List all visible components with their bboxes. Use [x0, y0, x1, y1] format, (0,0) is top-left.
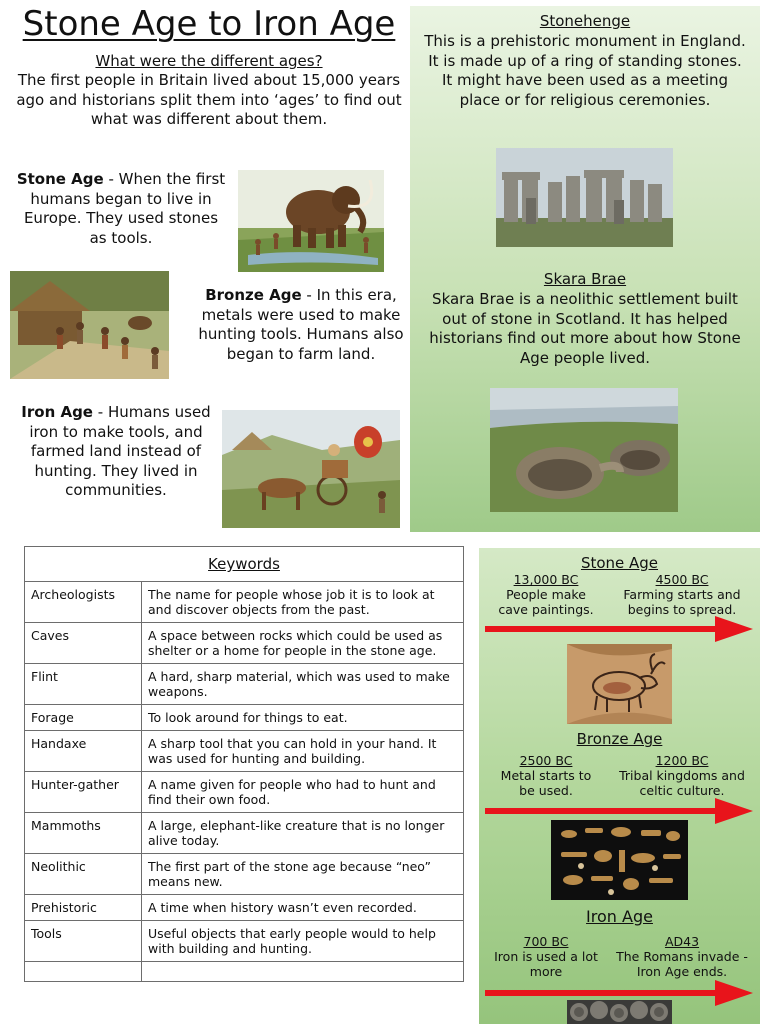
keyword-term [25, 962, 142, 982]
keyword-term: Flint [25, 664, 142, 705]
keyword-definition: A time when history wasn’t even recorded. [142, 895, 464, 921]
keyword-term: Caves [25, 623, 142, 664]
keyword-definition: A sharp tool that you can hold in your hand. It was used for hunting and building. [142, 731, 464, 772]
table-row [25, 582, 464, 623]
keyword-term: Hunter-gather [25, 772, 142, 813]
timeline-event: Farming starts and begins to spread. [623, 587, 741, 617]
keyword-definition: A hard, sharp material, which was used to make weapons. [142, 664, 464, 705]
mammoth-image [238, 170, 384, 272]
table-row [25, 813, 464, 854]
keyword-term: Mammoths [25, 813, 142, 854]
timeline-event: The Romans invade - Iron Age ends. [616, 949, 748, 979]
iron-age-description [16, 403, 216, 501]
iron-age-text: - Humans used iron to make tools, and farmed land instead of hunting. They lived in communities. [29, 403, 211, 499]
keyword-definition: To look around for things to eat. [142, 705, 464, 731]
keyword-definition: A space between rocks which could be used as shelter or a home for people in the stone age. [142, 623, 464, 664]
bronze-artifacts-image [551, 820, 688, 900]
keyword-definition: A large, elephant-like creature that is no longer alive today. [142, 813, 464, 854]
keyword-term: Prehistoric [25, 895, 142, 921]
timeline-bronze-age-heading: Bronze Age [576, 730, 663, 748]
timeline-event: Metal starts to be used. [500, 768, 592, 798]
table-row [25, 921, 464, 962]
skara-brae-image [490, 388, 678, 512]
timeline-event: Iron is used a lot more [494, 949, 598, 979]
bronze-age-name: Bronze Age [205, 286, 302, 304]
timeline-date: AD43 [664, 934, 700, 949]
stonehenge-image [496, 148, 673, 247]
keyword-term: Tools [25, 921, 142, 962]
keyword-definition: The first part of the stone age because “neo” means new. [142, 854, 464, 895]
keyword-term: Archeologists [25, 582, 142, 623]
timeline-stone-age-heading: Stone Age [580, 554, 659, 572]
bronze-age-description [196, 286, 406, 364]
iron-age-coins-image [567, 1000, 672, 1024]
iron-age-name: Iron Age [21, 403, 93, 421]
timeline-date: 2500 BC [519, 753, 573, 768]
table-row [25, 772, 464, 813]
section-question: What were the different ages? [95, 52, 323, 70]
keyword-definition: Useful objects that early people would to help with building and hunting. [142, 921, 464, 962]
keyword-term: Handaxe [25, 731, 142, 772]
table-row [25, 705, 464, 731]
intro-paragraph: The first people in Britain lived about 15,000 years ago and historians split them into ‘ages’ to find out what was different about them. [16, 71, 402, 128]
timeline-event: People make cave paintings. [498, 587, 594, 617]
timeline-arrow [485, 616, 753, 642]
stone-age-text: - When the first humans began to live in Europe. They used stones as tools. [23, 170, 226, 247]
timeline-date: 1200 BC [655, 753, 709, 768]
table-row [25, 623, 464, 664]
keywords-heading: Keywords [25, 547, 464, 582]
timeline-date: 13,000 BC [513, 572, 579, 587]
table-row [25, 664, 464, 705]
keyword-definition: A name given for people who had to hunt and find their own food. [142, 772, 464, 813]
keyword-definition: The name for people whose job it is to look at and discover objects from the past. [142, 582, 464, 623]
table-row [25, 854, 464, 895]
timeline-date: 700 BC [523, 934, 569, 949]
table-row [25, 731, 464, 772]
cave-painting-image [567, 644, 672, 724]
info-panel [410, 6, 760, 532]
timeline-date: 4500 BC [655, 572, 709, 587]
stonehenge-heading: Stonehenge [539, 12, 631, 30]
keyword-term: Forage [25, 705, 142, 731]
bronze-age-village-image [10, 271, 169, 379]
keywords-table [24, 546, 464, 982]
page-title: Stone Age to Iron Age [22, 4, 396, 44]
timeline-iron-age-heading: Iron Age [586, 907, 653, 926]
bronze-age-text: - In this era, metals were used to make hunting tools. Humans also began to farm land. [198, 286, 404, 363]
stone-age-description [16, 170, 226, 248]
keyword-definition [142, 962, 464, 982]
timeline-event: Tribal kingdoms and celtic culture. [619, 768, 745, 798]
skara-brae-description: Skara Brae is a neolithic settlement built out of stone in Scotland. It has helped historians find out more about how Stone Age people lived. [429, 290, 741, 367]
table-row [25, 895, 464, 921]
skara-brae-heading: Skara Brae [543, 270, 627, 288]
timeline-panel [479, 548, 760, 1024]
stonehenge-description: This is a prehistoric monument in England. It is made up of a ring of standing stones. It might have been used as a meeting place or for religious ceremonies. [424, 32, 746, 109]
keyword-term: Neolithic [25, 854, 142, 895]
stone-age-name: Stone Age [16, 170, 104, 188]
iron-age-chariot-image [222, 410, 400, 528]
table-row [25, 962, 464, 982]
